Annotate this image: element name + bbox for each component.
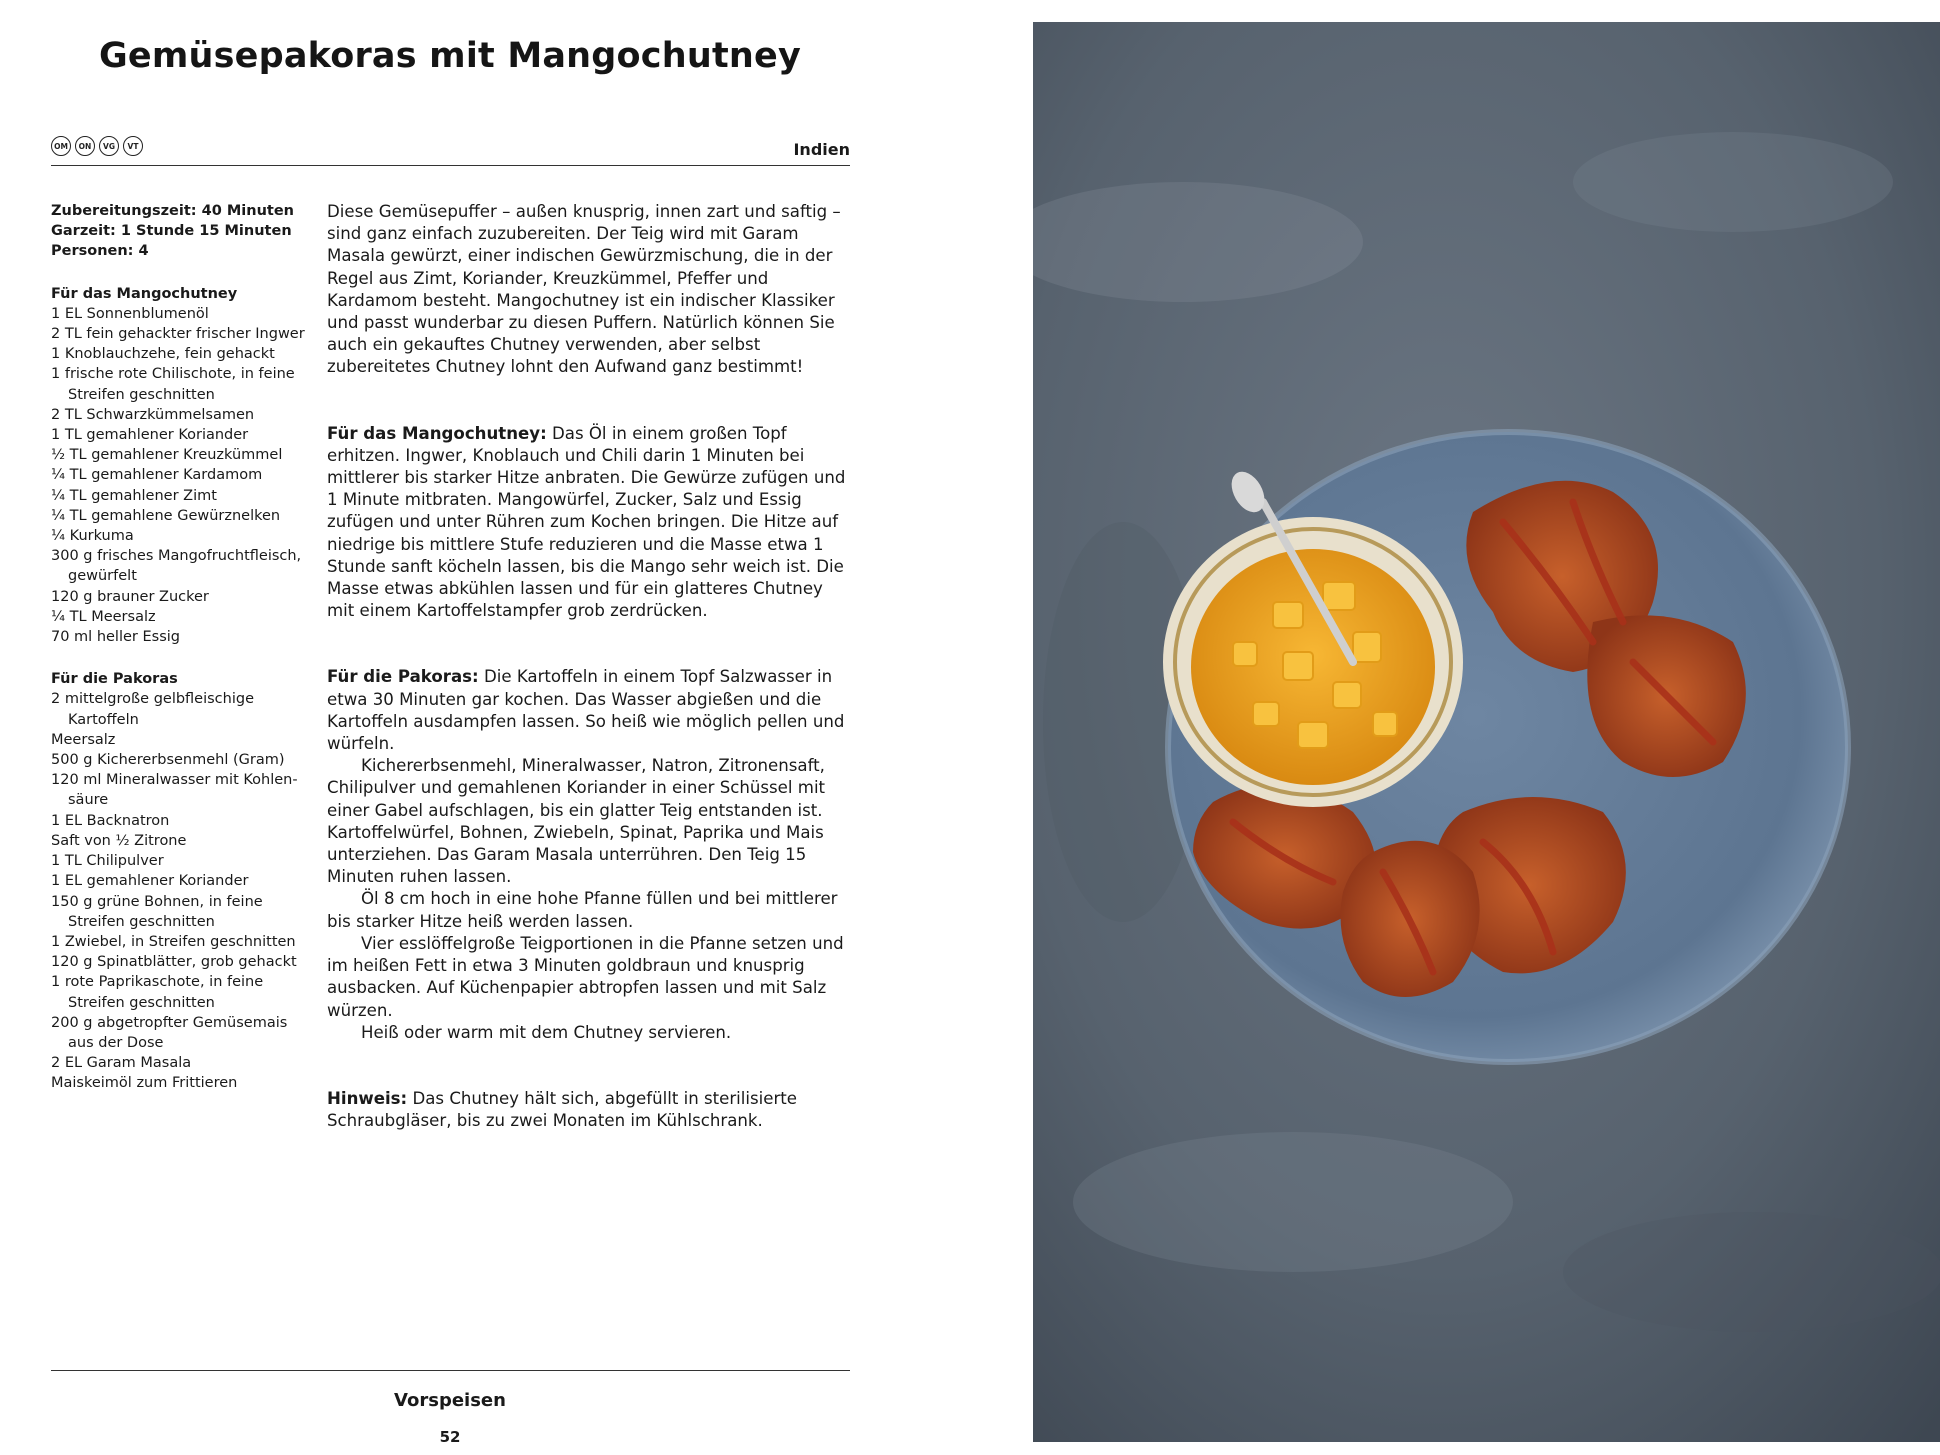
ingredient-item: 150 g grüne Bohnen, in feine Streifen geschnitten	[51, 893, 263, 930]
ingredient-item: 1 Knoblauchzehe, fein gehackt	[51, 346, 275, 363]
method-text	[327, 201, 852, 1176]
ingredient-item: 500 g Kichererbsenmehl (Gram)	[51, 752, 285, 769]
ingredient-item: 1 TL gemahlener Koriander	[51, 427, 249, 444]
ingredient-item: 1 EL Backnatron	[51, 812, 170, 829]
note-lead: Hinweis:	[327, 1088, 408, 1108]
top-divider	[51, 165, 850, 166]
intro-paragraph: Diese Gemüsepuffer – außen knusprig, innen zart und saftig – sind ganz einfach zuzubereiten. Der Teig wird mit Garam Masala gewürzt, einer indischen Gewürzmischung, die in der Regel aus Zimt, Koriander, Kreuzkümmel, Pfeffer und Kardamom besteht. Mangochutney ist ein indischer Klassiker und passt wunderbar zu diesen Puffern. Natürlich können Sie auch ein gekauftes Chutney verwenden, aber selbst zubereitetes Chutney lohnt den Aufwand ganz bestimmt!	[327, 202, 841, 377]
ingredient-item: 300 g frisches Mangofruchtfleisch, gewürfelt	[51, 548, 302, 585]
pakora-method	[327, 666, 852, 755]
ingredient-item: ¼ TL gemahlener Kardamom	[51, 467, 263, 484]
recipe-title: Gemüsepakoras mit Mangochutney	[98, 36, 801, 76]
badge-vt: VT	[123, 136, 143, 156]
footer-section-name: Vorspeisen	[394, 1390, 506, 1411]
chutney-method	[327, 423, 852, 623]
pakora-method-p2: Kichererbsenmehl, Mineralwasser, Natron, Zitronensaft, Chilipulver und gemahlenen Koriander in einer Schüssel mit einer Gabel aufschlagen, bis ein glatter Teig entstanden ist. Kartoffelwürfel, Bohnen, Zwiebeln, Spinat, Paprika und Mais unterziehen. Das Garam Masala unterrühren. Den Teig 15 Minuten ruhen lassen.	[327, 756, 826, 887]
bottom-divider	[51, 1370, 850, 1371]
ingredient-item: 120 ml Mineralwasser mit Kohlensäure	[51, 772, 298, 809]
badge-om: OM	[51, 136, 71, 156]
recipe-meta	[51, 201, 311, 262]
ingredient-item: Meersalz	[51, 731, 116, 748]
ingredient-item: 120 g brauner Zucker	[51, 588, 209, 605]
note	[327, 1088, 852, 1132]
servings: Personen: 4	[51, 243, 149, 260]
ingredient-item: Saft von ½ Zitrone	[51, 832, 187, 849]
ingredient-item: 2 TL Schwarzkümmelsamen	[51, 406, 255, 423]
chutney-method-lead: Für das Mangochutney:	[327, 423, 547, 443]
ingredient-item: 1 rote Paprikaschote, in feine Streifen geschnitten	[51, 974, 264, 1011]
ingredient-item: 2 mittelgroße gelbfleischige Kartoffeln	[51, 691, 254, 728]
ingredient-item: 1 TL Chilipulver	[51, 853, 164, 870]
chutney-method-text: Das Öl in einem großen Topf erhitzen. Ingwer, Knoblauch und Chili darin 1 Minuten bei mittlerer bis starker Hitze anbraten. Die Gewürze zufügen und 1 Minute mitbraten. Mangowürfel, Zucker, Salz und Essig zufügen und unter Rühren zum Kochen bringen. Die Hitze auf niedrige bis mittlere Stufe reduzieren und die Masse etwa 1 Stunde sanft köcheln lassen, bis die Mango sehr weich ist. Die Masse etwas abkühlen lassen und für ein glatteres Chutney mit einem Kartoffelstampfer grob zerdrücken.	[327, 423, 846, 621]
ingredient-list-chutney	[51, 304, 311, 647]
diet-badges	[51, 136, 143, 156]
bowl	[1163, 517, 1463, 807]
ingredient-item: 120 g Spinatblätter, grob gehackt	[51, 954, 297, 971]
ingredient-item: ¼ TL gemahlene Gewürznelken	[51, 507, 281, 524]
ingredient-item: ¼ TL gemahlener Zimt	[51, 487, 217, 504]
note-text: Das Chutney hält sich, abgefüllt in sterilisierte Schraubgläser, bis zu zwei Monaten im Kühlschrank.	[327, 1088, 798, 1131]
ingredient-item: 2 EL Garam Masala	[51, 1055, 192, 1072]
ingredient-item: 70 ml heller Essig	[51, 629, 180, 646]
pakora-method-p3: Öl 8 cm hoch in eine hohe Pfanne füllen und bei mittlerer bis starker Hitze heiß werden lassen.	[327, 889, 838, 931]
ingredient-item: 1 Zwiebel, in Streifen geschnitten	[51, 933, 296, 950]
recipe-region: Indien	[793, 140, 850, 159]
pakora-method-text: Die Kartoffeln in einem Topf Salzwasser in etwa 30 Minuten gar kochen. Das Wasser abgießen und die Kartoffeln ausdampfen lassen. So heiß wie möglich pellen und würfeln.	[327, 667, 845, 754]
pakora-method-lead: Für die Pakoras:	[327, 667, 479, 687]
food-photo	[1033, 22, 1940, 1442]
ingredient-item: 1 EL gemahlener Koriander	[51, 873, 249, 890]
ingredient-group-heading: Für die Pakoras	[51, 671, 178, 688]
ingredient-item: ¼ TL Meersalz	[51, 608, 156, 625]
ingredients-sidebar	[51, 201, 311, 1094]
badge-vg: VG	[99, 136, 119, 156]
ingredient-item: 2 TL fein gehackter frischer Ingwer	[51, 326, 305, 343]
ingredient-list-pakoras	[51, 689, 311, 1093]
pakora-method-p4: Vier esslöffelgroße Teigportionen in die Pfanne setzen und im heißen Fett in etwa 3 Minuten goldbraun und knusprig ausbacken. Auf Küchenpapier abtropfen lassen und mit Salz würzen.	[327, 933, 844, 1020]
pakora-method-p5: Heiß oder warm mit dem Chutney servieren.	[361, 1022, 732, 1042]
page-number: 52	[439, 1428, 461, 1446]
ingredient-item: ½ TL gemahlener Kreuzkümmel	[51, 447, 283, 464]
prep-time: Zubereitungszeit: 40 Minuten	[51, 203, 294, 219]
ingredient-item: 200 g abgetropfter Gemüsemais aus der Dose	[51, 1014, 288, 1051]
ingredient-item: Maiskeimöl zum Frittieren	[51, 1075, 238, 1092]
ingredient-item: 1 EL Sonnenblumenöl	[51, 305, 209, 322]
badge-on: ON	[75, 136, 95, 156]
cook-time: Garzeit: 1 Stunde 15 Minuten	[51, 223, 292, 240]
ingredient-item: 1 frische rote Chilischote, in feine Streifen geschnitten	[51, 366, 295, 403]
ingredient-group-heading: Für das Mangochutney	[51, 285, 238, 302]
ingredient-item: ¼ Kurkuma	[51, 528, 134, 545]
